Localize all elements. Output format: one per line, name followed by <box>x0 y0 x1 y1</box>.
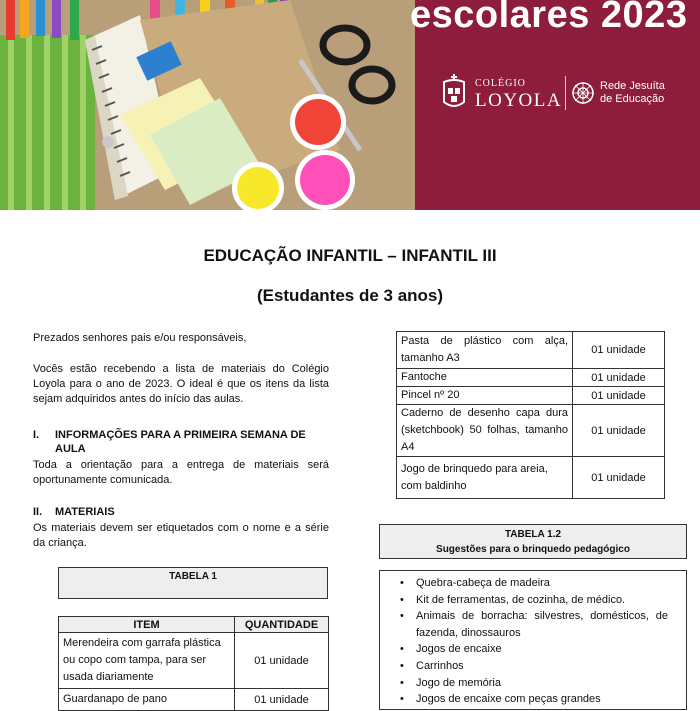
quantity-cell: 01 unidade <box>235 633 329 689</box>
table-row <box>59 633 329 689</box>
table-1 <box>58 616 329 711</box>
quantity-cell: 01 unidade <box>235 689 329 711</box>
list-item: • Kit de ferramentas, de cozinha, de médico. <box>416 592 668 609</box>
section-1-text: Toda a orientação para a entrega de materiais será oportunamente comunicada. <box>33 459 329 486</box>
banner-title: escolares 2023 <box>410 0 688 36</box>
pencil-cup <box>0 35 95 210</box>
item-cell: Guardanapo de pano <box>59 689 235 711</box>
push-pin <box>102 136 114 148</box>
colegio-loyola-logo <box>440 70 680 116</box>
school-supplies-illustration <box>0 0 415 210</box>
logo-rede-line2: de Educação <box>600 93 665 105</box>
item-cell: Caderno de desenho capa dura (sketchbook) 50 folhas, tamanho A4 <box>397 405 573 457</box>
header-banner <box>0 0 700 210</box>
quantity-cell: 01 unidade <box>573 332 665 369</box>
section-1-number: I. <box>33 429 40 441</box>
section-1-title: INFORMAÇÕES PARA A PRIMEIRA SEMANA DE AULA <box>55 429 306 455</box>
quantity-cell: 01 unidade <box>573 387 665 405</box>
item-cell: Fantoche <box>397 369 573 387</box>
list-item: • Jogos de encaixe com peças grandes <box>416 691 668 708</box>
school-supplies-photo <box>0 0 415 210</box>
logo-divider <box>565 76 566 110</box>
item-cell: Jogo de brinquedo para areia, com baldinho <box>397 457 573 499</box>
section-2-text: Os materiais devem ser etiquetados com o nome e a série da criança. <box>33 522 329 549</box>
table-1-2-title: TABELA 1.2 <box>504 529 562 540</box>
rede-jesuita-seal-icon <box>571 81 595 105</box>
logo-rede-jesuita-text <box>600 80 665 106</box>
list-item: • Animais de borracha: silvestres, domésticos, de fazenda, dinossauros <box>416 608 668 641</box>
logo-rede-line1: Rede Jesuíta <box>600 80 665 92</box>
table-1-2-subtitle: Sugestões para o brinquedo pedagógico <box>436 544 630 555</box>
quantity-cell: 01 unidade <box>573 457 665 499</box>
table-row <box>397 405 665 457</box>
table-row <box>397 332 665 369</box>
section-2-title: MATERIAIS <box>55 506 115 518</box>
item-cell: Pincel nº 20 <box>397 387 573 405</box>
section-2-heading <box>33 505 329 519</box>
logo-loyola-text: LOYOLA <box>475 90 563 111</box>
table-row <box>397 369 665 387</box>
table-1-2-header <box>379 524 687 559</box>
intro-paragraph: Vocês estão recebendo a lista de materiais do Colégio Loyola para o ano de 2023. O ideal é que os itens da lista sejam adquiridos antes do início das aulas. <box>33 363 329 405</box>
page-subtitle: (Estudantes de 3 anos) <box>256 286 444 305</box>
item-cell: Pasta de plástico com alça, tamanho A3 <box>397 332 573 369</box>
page-title: EDUCAÇÃO INFANTIL – INFANTIL III <box>203 246 497 265</box>
section-1-heading <box>33 428 329 456</box>
table-row <box>397 387 665 405</box>
list-item: • Quebra-cabeça de madeira <box>416 575 668 592</box>
list-item: • Carrinhos <box>416 658 668 675</box>
table-row <box>397 457 665 499</box>
quantity-cell: 01 unidade <box>573 405 665 457</box>
suggestions-box <box>379 570 687 710</box>
table-1-title: TABELA 1 <box>58 567 328 599</box>
table-header-row <box>59 617 329 633</box>
quantity-cell: 01 unidade <box>573 369 665 387</box>
column-header-item: ITEM <box>59 617 235 633</box>
section-2-number: II. <box>33 506 43 518</box>
table-1-continued <box>396 331 665 499</box>
list-item: • Jogo de memória <box>416 675 668 692</box>
column-header-quantity: QUANTIDADE <box>235 617 329 633</box>
logo-colegio-text: COLÉGIO <box>475 78 526 89</box>
greeting: Prezados senhores pais e/ou responsáveis, <box>33 332 247 344</box>
loyola-emblem-icon <box>440 72 468 112</box>
suggestions-list <box>406 575 668 708</box>
item-cell: Merendeira com garrafa plástica ou copo com tampa, para ser usada diariamente <box>59 633 235 689</box>
list-item: • Jogos de encaixe <box>416 641 668 658</box>
